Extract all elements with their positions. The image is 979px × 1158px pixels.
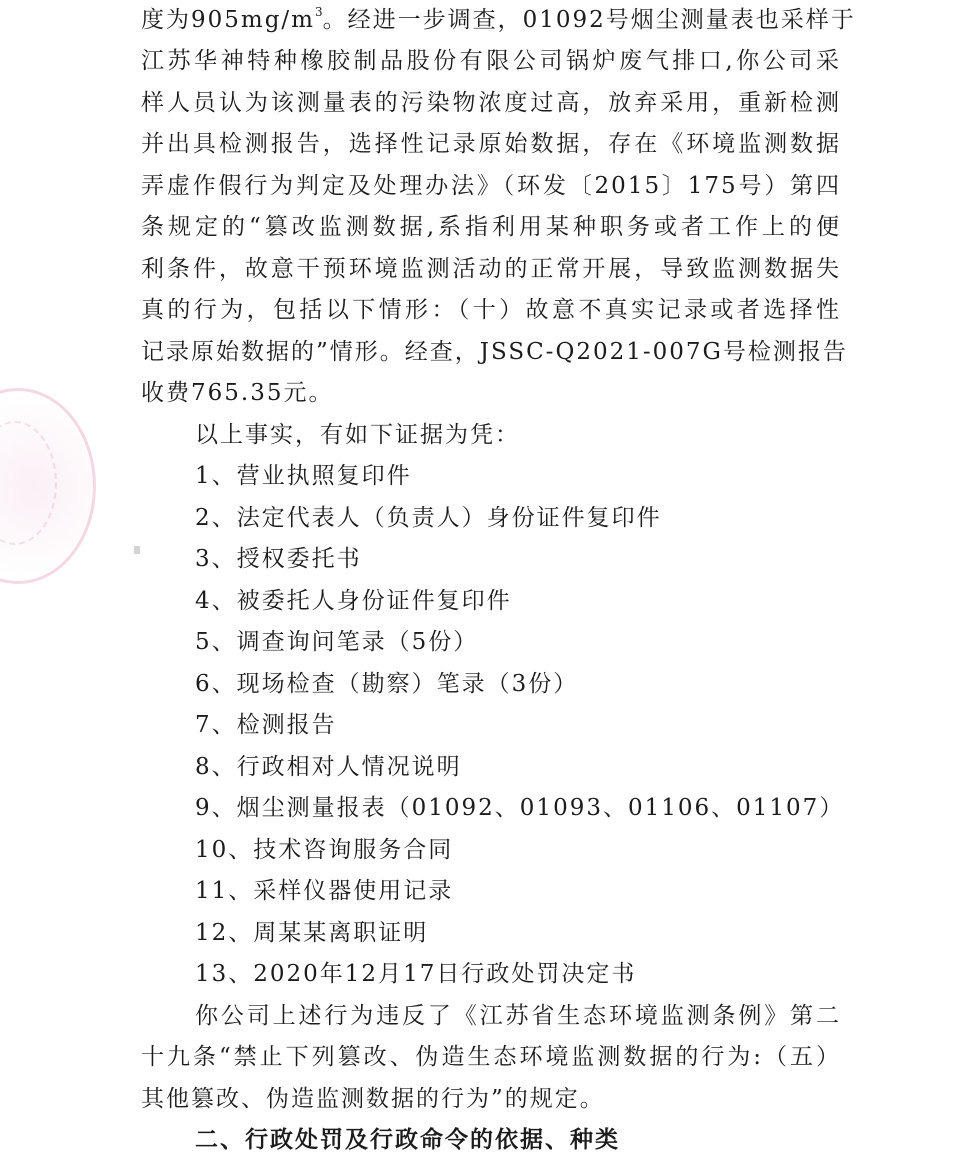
section-heading: 二、行政处罚及行政命令的依据、种类 bbox=[195, 1126, 620, 1153]
scan-mark bbox=[134, 546, 140, 554]
official-seal-ring bbox=[0, 421, 57, 545]
paragraph-line: 江苏华神特种橡胶制品股份有限公司锅炉废气排口,你公司采 bbox=[141, 48, 841, 74]
evidence-item: 10、技术咨询服务合同 bbox=[195, 837, 454, 863]
paragraph-line: 条规定的“篡改监测数据,系指利用某种职务或者工作上的便 bbox=[141, 214, 841, 240]
paragraph-line: 弄虚作假行为判定及处理办法》（环发〔2015〕175号）第四 bbox=[141, 173, 841, 199]
evidence-item: 3、授权委托书 bbox=[195, 546, 362, 572]
paragraph-line: 利条件，故意干预环境监测活动的正常开展，导致监测数据失 bbox=[141, 256, 841, 282]
evidence-item: 9、烟尘测量报表（01092、01093、01106、01107） bbox=[195, 795, 845, 821]
paragraph-line: 并出具检测报告，选择性记录原始数据，存在《环境监测数据 bbox=[141, 131, 841, 157]
paragraph-line: 样人员认为该测量表的污染物浓度过高，放弃采用，重新检测 bbox=[141, 90, 841, 116]
superscript: 3 bbox=[315, 5, 323, 20]
evidence-item: 8、行政相对人情况说明 bbox=[195, 754, 462, 780]
paragraph-line: 记录原始数据的”情形。经查，JSSC-Q2021-007G号检测报告 bbox=[141, 339, 848, 365]
text-fragment: 。经进一步调查，01092号烟尘测量表也采样于 bbox=[322, 7, 856, 33]
evidence-item: 1、营业执照复印件 bbox=[195, 463, 412, 489]
evidence-item: 5、调查询问笔录（5份） bbox=[195, 629, 479, 655]
evidence-item: 11、采样仪器使用记录 bbox=[195, 878, 454, 904]
text-fragment: 度为905mg/m bbox=[141, 7, 315, 33]
evidence-item: 13、2020年12月17日行政处罚决定书 bbox=[195, 961, 637, 987]
paragraph-line: 收费765.35元。 bbox=[141, 380, 334, 406]
evidence-item: 7、检测报告 bbox=[195, 712, 337, 738]
evidence-item: 6、现场检查（勘察）笔录（3份） bbox=[195, 671, 579, 697]
evidence-item: 12、周某某离职证明 bbox=[195, 920, 429, 946]
paragraph-line: 你公司上述行为违反了《江苏省生态环境监测条例》第二 bbox=[195, 1003, 841, 1029]
evidence-item: 4、被委托人身份证件复印件 bbox=[195, 588, 512, 614]
paragraph-line: 其他篡改、伪造监测数据的行为”的规定。 bbox=[141, 1086, 605, 1112]
evidence-intro: 以上事实，有如下证据为凭： bbox=[195, 422, 520, 448]
evidence-item: 2、法定代表人（负责人）身份证件复印件 bbox=[195, 505, 662, 531]
paragraph-line: 十九条“禁止下列篡改、伪造生态环境监测数据的行为:（五） bbox=[141, 1044, 841, 1070]
official-seal bbox=[0, 388, 96, 584]
paragraph-line bbox=[141, 5, 856, 35]
paragraph-line: 真的行为，包括以下情形：（十）故意不真实记录或者选择性 bbox=[141, 297, 841, 323]
